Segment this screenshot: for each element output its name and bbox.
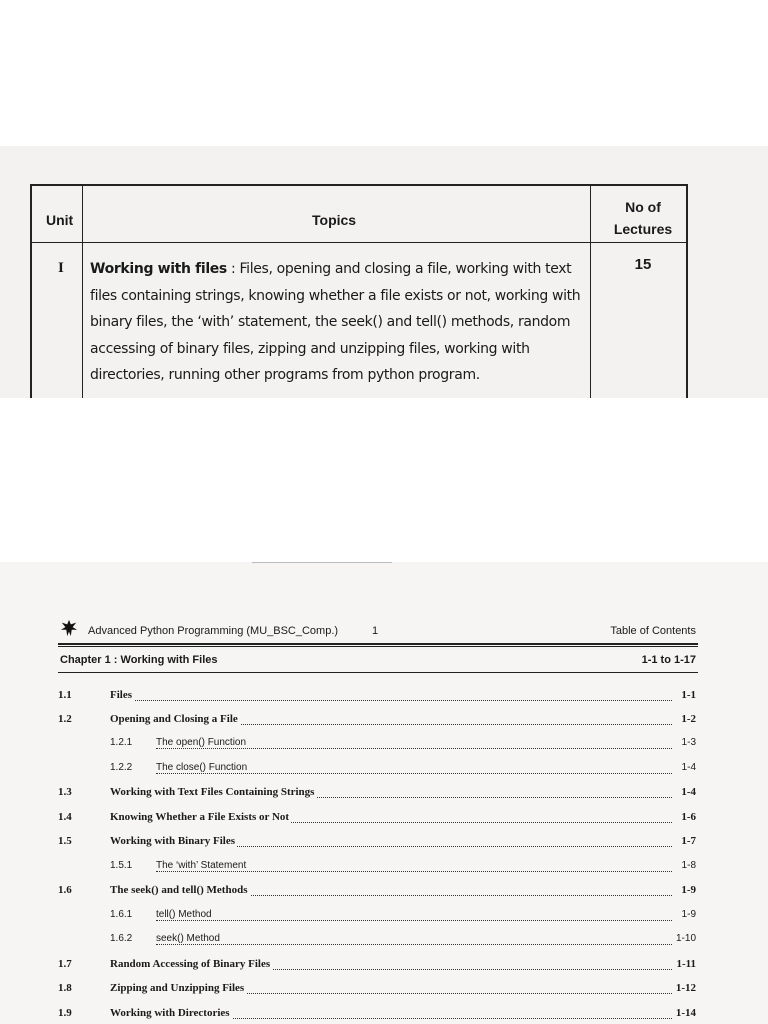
toc-entry-title: The close() Function (156, 762, 248, 773)
toc-leader-dots (156, 773, 672, 774)
toc-entry (110, 909, 696, 925)
page-number: 1 (372, 625, 379, 637)
toc-entry-number: 1.2 (58, 713, 72, 725)
toc-entry-page: 1-12 (675, 982, 696, 994)
toc-entry-title: Working with Directories (110, 1007, 230, 1019)
toc-entry-page: 1-2 (681, 713, 696, 725)
toc-entry-title: Knowing Whether a File Exists or Not (110, 811, 290, 823)
header-lectures (598, 196, 688, 240)
toc-entry-number: 1.9 (58, 1007, 72, 1019)
toc-entry-number: 1.7 (58, 958, 72, 970)
toc-entry-page: 1-9 (681, 909, 696, 920)
toc-entry-page: 1-4 (681, 762, 696, 773)
toc-entry-page: 1-8 (681, 860, 696, 871)
topic-text: Files, opening and closing a file, working with text files containing strings, knowing whether a file exists or not, working with binary files, the ‘with’ statement, the seek() and tell() methods, random accessing of binary files, zipping and unzipping files, working with directories, running other programs from python program. (90, 261, 581, 383)
toc-entry-number: 1.5.1 (110, 860, 133, 871)
toc-entry (58, 982, 696, 998)
toc-entry-title: The seek() and tell() Methods (110, 884, 248, 896)
faint-rule (252, 562, 392, 563)
toc-entry-title: Zipping and Unzipping Files (110, 982, 245, 994)
chapter-range: 1-1 to 1-17 (641, 654, 696, 666)
toc-entry-title: The ‘with’ Statement (156, 860, 247, 871)
header-lectures-line2: Lectures (613, 221, 673, 237)
toc-entry (58, 689, 696, 705)
syllabus-scan (0, 146, 768, 398)
toc-entry-page: 1-1 (681, 689, 696, 701)
toc-entry (58, 811, 696, 827)
toc-leader-dots (110, 700, 672, 701)
toc-entry-page: 1-14 (675, 1007, 696, 1019)
book-title: Advanced Python Programming (MU_BSC_Comp.) (88, 625, 339, 637)
toc-entry-page: 1-10 (675, 933, 696, 944)
toc-entry-number: 1.1 (58, 689, 72, 701)
toc-entry-number: 1.2.2 (110, 762, 133, 773)
page-header (60, 622, 696, 640)
header-rule (58, 643, 698, 645)
toc-entry (58, 958, 696, 974)
syllabus-table (30, 184, 688, 398)
toc-entry-title: Working with Binary Files (110, 835, 235, 847)
toc-entry-page: 1-3 (681, 737, 696, 748)
header-topics: Topics (312, 212, 357, 228)
toc-entry-title: Random Accessing of Binary Files (110, 958, 271, 970)
toc-entry (58, 786, 696, 802)
toc-entry-number: 1.5 (58, 835, 72, 847)
table-divider (32, 242, 686, 243)
toc-entry (58, 1007, 696, 1023)
toc-entry-page: 1-11 (676, 958, 696, 970)
toc-entry-title: The open() Function (156, 737, 247, 748)
toc-entry-title: Working with Text Files Containing Strings (110, 786, 315, 798)
lectures-value: 15 (634, 256, 652, 273)
toc-entry (58, 713, 696, 729)
topic-title: Working with files (90, 261, 227, 277)
toc-entry (110, 737, 696, 753)
publisher-logo-icon (60, 619, 78, 637)
toc-entry-title: tell() Method (156, 909, 212, 920)
toc-scan (0, 562, 768, 1024)
chapter-title: Chapter 1 : Working with Files (60, 654, 218, 666)
toc-entry (110, 933, 696, 949)
toc-entry-page: 1-7 (681, 835, 696, 847)
toc-leader-dots (156, 748, 672, 749)
toc-entry-title: Opening and Closing a File (110, 713, 238, 725)
toc-entry-title: Files (110, 689, 132, 701)
toc-entry-number: 1.6.2 (110, 933, 133, 944)
toc-entry (110, 860, 696, 876)
toc-entry-number: 1.2.1 (110, 737, 133, 748)
toc-entry-number: 1.6 (58, 884, 72, 896)
header-unit: Unit (46, 212, 74, 228)
toc-entry-number: 1.6.1 (110, 909, 133, 920)
table-divider (590, 186, 591, 398)
header-lectures-line1: No of (625, 199, 661, 215)
topic-separator: : (226, 261, 240, 277)
toc-entry-page: 1-4 (681, 786, 696, 798)
table-divider (82, 186, 83, 398)
toc-entry (110, 762, 696, 778)
toc-entry-page: 1-6 (681, 811, 696, 823)
section-label: Table of Contents (610, 625, 696, 637)
unit-value: I (58, 260, 64, 276)
chapter-rule (58, 672, 698, 673)
toc-entry-title: seek() Method (156, 933, 220, 944)
toc-entry-number: 1.8 (58, 982, 72, 994)
chapter-heading (58, 651, 698, 669)
toc-leader-dots (156, 944, 672, 945)
toc-entry (58, 835, 696, 851)
toc-entry-number: 1.4 (58, 811, 72, 823)
toc-entry-number: 1.3 (58, 786, 72, 798)
toc-leader-dots (156, 920, 672, 921)
toc-entry (58, 884, 696, 900)
header-rule (58, 646, 698, 647)
toc-leader-dots (156, 871, 672, 872)
toc-entry-page: 1-9 (681, 884, 696, 896)
topics-description (90, 256, 586, 389)
